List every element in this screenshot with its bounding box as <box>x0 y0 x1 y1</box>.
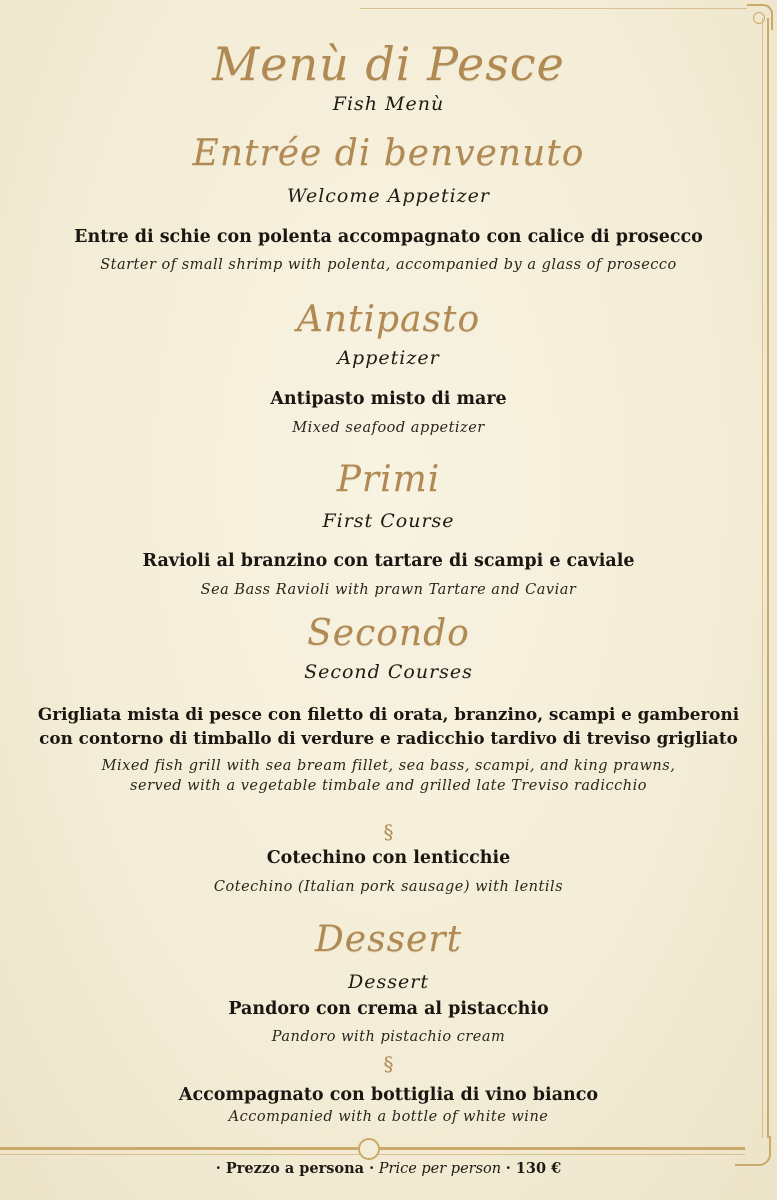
section-title-secondo: Secondo <box>307 613 470 654</box>
dish-description-primi: Sea Bass Ravioli with prawn Tartare and Caviar <box>200 582 577 598</box>
section-title-entree: Entrée di benvenuto <box>192 133 585 174</box>
dish-secondo-line2: con contorno di timballo di verdure e radicchio tardivo di treviso grigliato <box>39 728 738 748</box>
section-separator-dessert: § <box>383 1052 394 1076</box>
section-translation-dessert: Dessert <box>348 971 429 993</box>
dish-entree: Entre di schie con polenta accompagnato con calice di prosecco <box>74 227 703 247</box>
menu-subtitle: Fish Menù <box>332 93 445 115</box>
dish-secondo-2: Cotechino con lenticchie <box>266 848 511 868</box>
section-translation-primi: First Course <box>322 510 455 532</box>
dish-description-secondo-line2: served with a vegetable timbale and grilled late Treviso radicchio <box>130 778 647 794</box>
corner-ornament <box>747 4 773 30</box>
section-translation-secondo: Second Courses <box>304 661 473 683</box>
dish-description-antipasto: Mixed seafood appetizer <box>292 420 485 436</box>
dish-dessert: Pandoro con crema al pistacchio <box>228 999 549 1019</box>
bottom-ornament <box>358 1138 380 1160</box>
menu-title: Menù di Pesce <box>212 37 565 91</box>
section-separator: § <box>383 820 394 844</box>
dish-description-entree: Starter of small shrimp with polenta, accompanied by a glass of prosecco <box>100 257 677 273</box>
dish-description-dessert-2: Accompanied with a bottle of white wine <box>228 1109 549 1125</box>
price-value: · 130 € <box>505 1160 562 1177</box>
dish-antipasto: Antipasto misto di mare <box>270 389 507 409</box>
section-translation-entree: Welcome Appetizer <box>286 185 491 207</box>
price-footer <box>0 1158 777 1180</box>
dish-description-dessert: Pandoro with pistachio cream <box>271 1029 506 1045</box>
price-label-en: Price per person <box>378 1161 502 1177</box>
section-translation-antipasto: Appetizer <box>337 347 440 369</box>
dish-description-secondo-line1: Mixed fish grill with sea bream fillet, sea bass, scampi, and king prawns, <box>101 758 676 774</box>
dish-description-secondo-2: Cotechino (Italian pork sausage) with lentils <box>213 879 564 895</box>
section-title-primi: Primi <box>336 459 441 500</box>
dish-dessert-2: Accompagnato con bottiglia di vino bianco <box>178 1085 599 1105</box>
section-title-dessert: Dessert <box>314 919 463 960</box>
dish-primi: Ravioli al branzino con tartare di scampi e caviale <box>142 551 635 571</box>
section-title-antipasto: Antipasto <box>296 299 481 340</box>
top-border-line <box>360 8 747 9</box>
price-label-it: · Prezzo a persona · <box>215 1160 375 1177</box>
dish-secondo-line1: Grigliata mista di pesce con filetto di orata, branzino, scampi e gamberoni <box>37 704 740 724</box>
